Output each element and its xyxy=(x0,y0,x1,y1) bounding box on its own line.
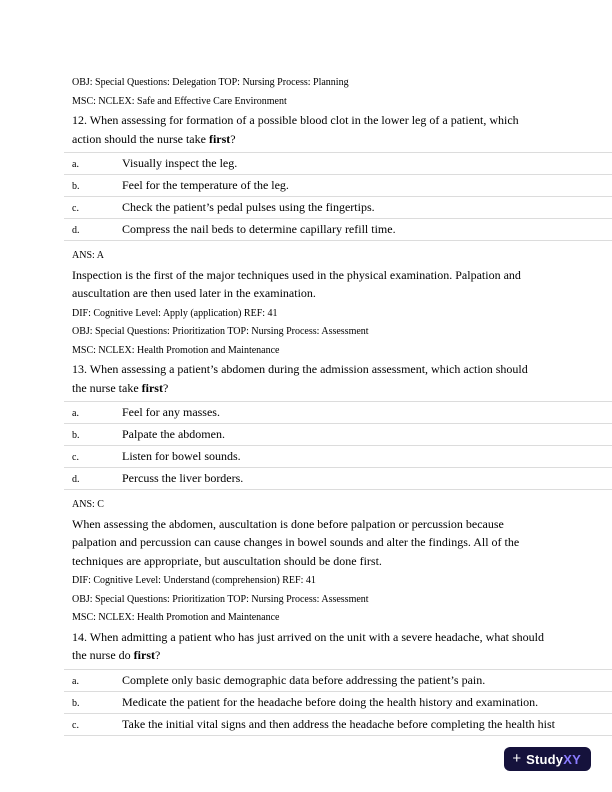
question-12-bold-word: first xyxy=(208,131,231,146)
meta-line-msc-q11: MSC: NCLEX: Safe and Effective Care Environment xyxy=(72,95,287,107)
option-text: Feel for any masses. xyxy=(122,405,220,419)
option-row xyxy=(64,196,612,218)
question-12-punct: ? xyxy=(230,131,236,146)
rationale-q12: Inspection is the first of the major techniques used in the physical examination. Palpation and auscultation are then used later in the examination. xyxy=(72,267,521,300)
answer-line-q13: ANS: C xyxy=(72,499,104,510)
rationale-q13: When assessing the abdomen, auscultation is done before palpation or percussion because palpation and percussion can cause changes in bowel sounds and alter the findings. All of the techniques are appropriate, but auscultation should be done first. xyxy=(72,516,520,568)
question-13-punct: ? xyxy=(162,380,169,395)
brand-xy: XY xyxy=(563,751,581,767)
options-table-q12 xyxy=(64,152,612,241)
option-row xyxy=(64,423,612,445)
option-text: Medicate the patient for the headache before doing the health history and examination. xyxy=(122,694,539,709)
plus-icon: + xyxy=(512,750,522,767)
option-row xyxy=(64,218,612,241)
question-13-bold-word: first xyxy=(141,380,163,395)
option-row xyxy=(64,691,612,713)
option-text: Percuss the liver borders. xyxy=(122,471,244,485)
options-table-q14 xyxy=(64,669,612,736)
meta-line-msc-q12: MSC: NCLEX: Health Promotion and Maintenance xyxy=(72,344,280,356)
option-text: Feel for the temperature of the leg. xyxy=(122,178,289,192)
meta-line-dif-q12: DIF: Cognitive Level: Apply (application) REF: 41 xyxy=(72,307,278,319)
meta-line-obj-q13: OBJ: Special Questions: Prioritization TOP: Nursing Process: Assessment xyxy=(72,593,369,605)
option-letter: b. xyxy=(72,697,80,709)
question-14-text: 14. When admitting a patient who has just arrived on the unit with a severe headache, what should the nurse do xyxy=(72,629,544,662)
option-letter: a. xyxy=(72,408,79,419)
brand-name xyxy=(526,752,581,767)
option-letter: d. xyxy=(72,474,80,485)
option-letter: c. xyxy=(72,719,79,731)
option-row xyxy=(64,401,612,423)
option-row xyxy=(64,713,612,736)
brand-study: Study xyxy=(526,751,564,767)
question-14-bold-word: first xyxy=(133,648,155,662)
option-letter: a. xyxy=(72,159,79,170)
option-text: Check the patient’s pedal pulses using the fingertips. xyxy=(122,200,375,214)
option-text: Take the initial vital signs and then address the headache before completing the health hist xyxy=(122,716,556,731)
question-13-text: 13. When assessing a patient’s abdomen during the admission assessment, which action should the nurse take xyxy=(72,362,528,395)
option-row xyxy=(64,669,612,691)
question-14 xyxy=(72,628,544,665)
meta-line-dif-q13: DIF: Cognitive Level: Understand (comprehension) REF: 41 xyxy=(72,575,316,586)
option-row xyxy=(64,445,612,467)
option-letter: c. xyxy=(72,203,79,214)
option-letter: d. xyxy=(72,225,80,236)
option-letter: b. xyxy=(72,430,80,441)
meta-line-obj-q11: OBJ: Special Questions: Delegation TOP: Nursing Process: Planning xyxy=(72,77,349,88)
option-text: Compress the nail beds to determine capillary refill time. xyxy=(122,222,396,236)
question-12 xyxy=(72,111,544,148)
option-text: Complete only basic demographic data before addressing the patient’s pain. xyxy=(122,672,486,687)
options-table-q13 xyxy=(64,401,612,490)
meta-line-obj-q12: OBJ: Special Questions: Prioritization TOP: Nursing Process: Assessment xyxy=(72,326,369,337)
option-text: Palpate the abdomen. xyxy=(122,427,225,441)
answer-line-q12: ANS: A xyxy=(72,250,104,261)
question-14-punct: ? xyxy=(154,648,161,662)
option-text: Visually inspect the leg. xyxy=(122,156,238,170)
option-letter: c. xyxy=(72,452,79,463)
option-row xyxy=(64,152,612,174)
meta-line-msc-q13: MSC: NCLEX: Health Promotion and Maintenance xyxy=(72,612,280,623)
studyxy-watermark xyxy=(504,747,591,771)
option-letter: a. xyxy=(72,675,79,687)
option-letter: b. xyxy=(72,181,80,192)
question-13 xyxy=(72,360,544,397)
question-12-text: 12. When assessing for formation of a possible blood clot in the lower leg of a patient, which action should the nurse take xyxy=(72,113,519,146)
option-row xyxy=(64,467,612,490)
option-text: Listen for bowel sounds. xyxy=(122,449,241,463)
option-row xyxy=(64,174,612,196)
